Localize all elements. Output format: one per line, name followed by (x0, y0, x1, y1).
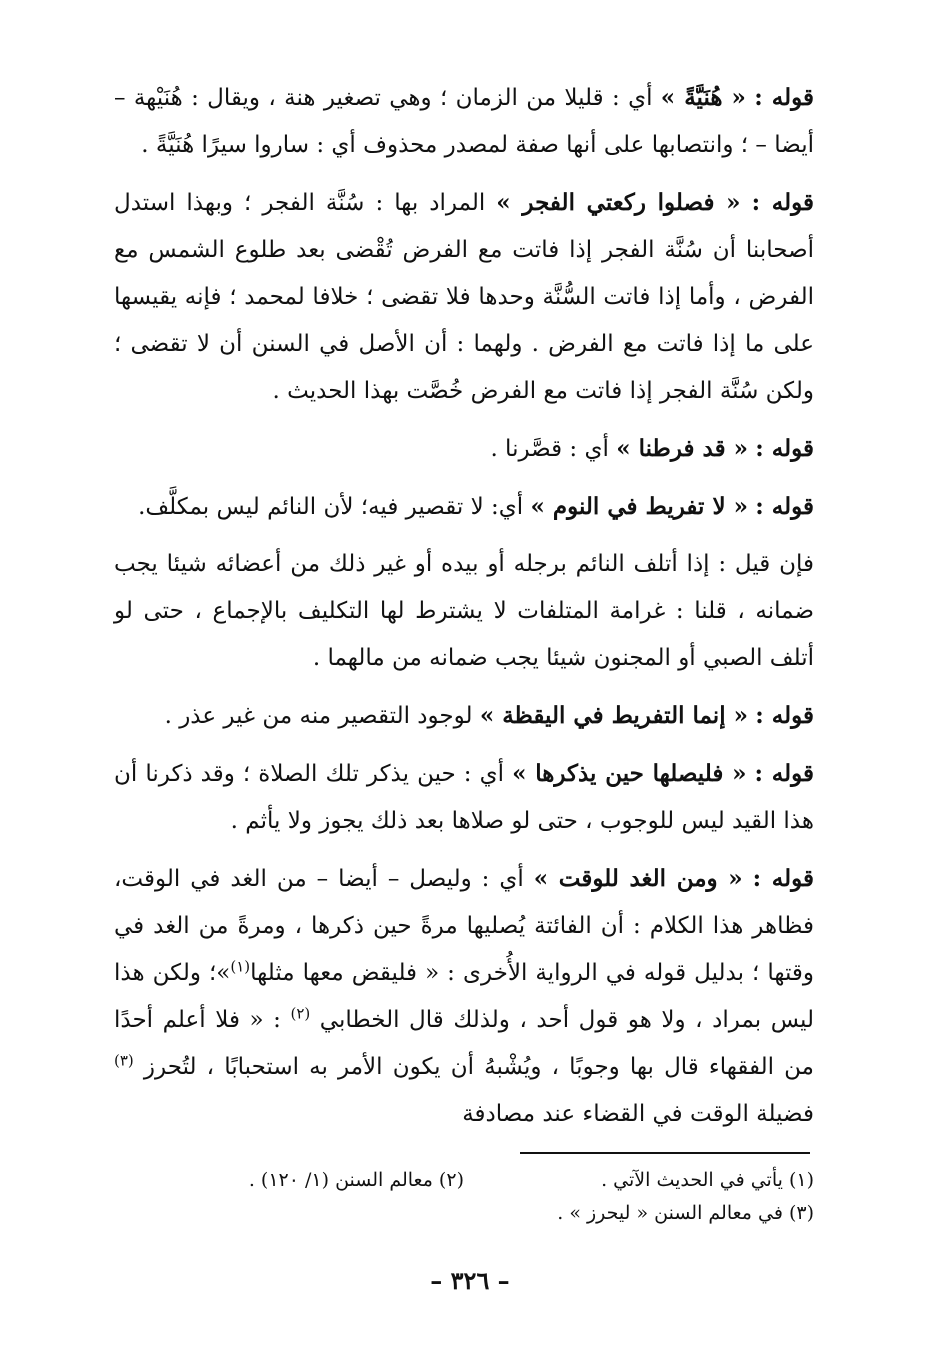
footnote-row (114, 1164, 814, 1197)
paragraph-1 (114, 74, 814, 169)
footnote-3: (٣) في معالم السنن « ليحرز » . (557, 1202, 814, 1224)
paragraph-body-part: أي : وليصل – أيضا – من الغد في الوقت، فظاهر هذا الكلام : أن الفائتة يُصليها مرةً حين ذكرها ، ومرةً من الغد في وقتها ؛ بدليل قوله في الرواية الأُخرى : « فليقض معها مثلها (114, 866, 814, 986)
hadith-quote: « قد فرطنا » (616, 435, 748, 462)
main-text (114, 74, 814, 1148)
paragraph-body: أي : قصَّرنا . (490, 436, 617, 462)
paragraph-lead: قوله : (754, 760, 815, 787)
paragraph-5 (114, 541, 814, 682)
footnote-ref-1: (١) (230, 957, 251, 976)
paragraph-body: لوجود التقصير منه من غير عذر . (164, 703, 480, 729)
paragraph-2 (114, 179, 814, 415)
paragraph-4 (114, 483, 814, 531)
paragraph-6 (114, 692, 814, 740)
hadith-quote: « لا تفريط في النوم » (530, 493, 748, 520)
paragraph-body: فإن قيل : إذا أتلف النائم برجله أو بيده أو غير ذلك من أعضائه شيئا يجب ضمانه ، قلنا : غرامة المتلفات لا يشترط لها التكليف بالإجماع ، حتى لو أتلف الصبي أو المجنون شيئا يجب ضمانه من مالهما . (114, 551, 814, 671)
footnote-2: (٢) معالم السنن (١/ ١٢٠) . (248, 1169, 464, 1191)
paragraph-8 (114, 855, 814, 1138)
paragraph-body-part: : « فلا أعلم أحدًا من الفقهاء قال بها وجوبًا ، ويُشْبهُ أن يكون الأمر به استحبابًا ، لتُحرز (114, 1007, 814, 1080)
paragraph-lead: قوله : (755, 702, 814, 729)
hadith-quote: « ومن الغد للوقت » (533, 865, 743, 892)
paragraph-body: أي: لا تقصير فيه؛ لأن النائم ليس بمكلَّف. (138, 494, 531, 520)
paragraph-lead: قوله : (752, 865, 814, 892)
paragraph-lead: قوله : (755, 493, 814, 520)
paragraph-body: المراد بها : سُنَّة الفجر ؛ وبهذا استدل أصحابنا أن سُنَّة الفجر إذا فاتت مع الفرض تُقْضى بعد طلوع الشمس مع الفرض ، وأما إذا فاتت السُّنَّة وحدها فلا تقضى ؛ خلافا لمحمد ؛ فإنه يقيسها على ما إذا فاتت مع الفرض . ولهما : أن الأصل في السنن أن لا تقضى ؛ ولكن سُنَّة الفجر إذا فاتت مع الفرض خُصَّت بهذا الحديث . (114, 190, 814, 404)
paragraph-lead: قوله : (751, 189, 814, 216)
paragraph-7 (114, 750, 814, 845)
footnote-ref-3: (٣) (114, 1051, 134, 1070)
paragraph-body-part: »؛ ولكن هذا ليس بمراد ، ولا هو قول أحد ، ولذلك قال الخطابي (114, 960, 815, 1033)
footnotes (114, 1164, 814, 1230)
paragraph-body: أي : قليلا من الزمان ؛ وهي تصغير هنة ، ويقال : هُنَيْهة – أيضا – ؛ وانتصابها على أنها صفة لمصدر محذوف أي : ساروا سيرًا هُنَيَّةً . (114, 85, 814, 158)
hadith-quote: « فصلوا ركعتي الفجر » (496, 189, 741, 216)
hadith-quote: « إنما التفريط في اليقظة » (479, 702, 748, 729)
page-number: – ٣٢٦ – (430, 1266, 510, 1295)
paragraph-3 (114, 425, 814, 473)
paragraph-lead: قوله : (754, 84, 814, 111)
hadith-quote: « هُنَيَّةً » (660, 84, 746, 111)
paragraph-lead: قوله : (755, 435, 814, 462)
hadith-quote: « فليصلها حين يذكرها » (512, 760, 747, 787)
paragraph-body: أي : حين يذكر تلك الصلاة ؛ وقد ذكرنا أن هذا القيد ليس للوجوب ، حتى لو صلاها بعد ذلك يجوز ولا يأثم . (114, 761, 814, 834)
footnote-divider (520, 1152, 810, 1154)
footnote-ref-2: (٢) (290, 1004, 311, 1023)
footnote-1: (١) يأتي في الحديث الآتي . (601, 1169, 814, 1191)
paragraph-body-part: فضيلة الوقت في القضاء عند مصادفة (462, 1101, 814, 1127)
